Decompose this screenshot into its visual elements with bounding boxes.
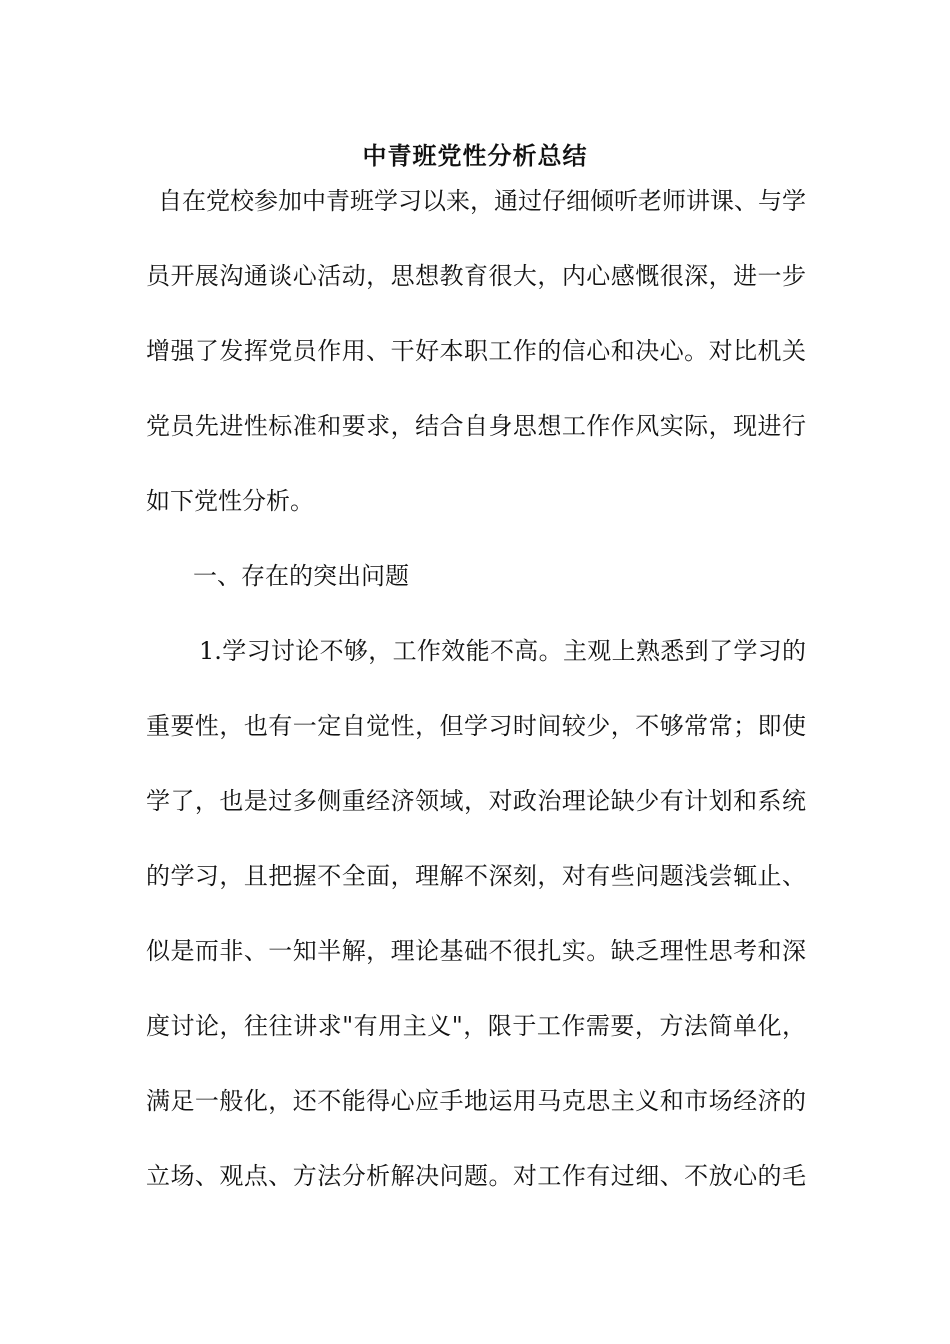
paragraph-line: 满足一般化，还不能得心应手地运用马克思主义和市场经济的: [146, 1087, 806, 1115]
paragraph-line: 度讨论，往往讲求"有用主义"，限于工作需要，方法简单化，: [146, 1012, 806, 1040]
paragraph-line: 似是而非、一知半解，理论基础不很扎实。缺乏理性思考和深: [146, 937, 806, 965]
section-heading: 一、存在的突出问题: [193, 562, 409, 590]
paragraph-line: 立场、观点、方法分析解决问题。对工作有过细、不放心的毛: [146, 1162, 806, 1190]
paragraph-line: 学了，也是过多侧重经济领域，对政治理论缺少有计划和系统: [146, 787, 806, 815]
paragraph-line: 增强了发挥党员作用、干好本职工作的信心和决心。对比机关: [146, 337, 806, 365]
paragraph-line: 员开展沟通谈心活动，思想教育很大，内心感慨很深，进一步: [146, 262, 806, 290]
paragraph-line: 1.学习讨论不够，工作效能不高。主观上熟悉到了学习的: [199, 637, 806, 665]
paragraph-line: 的学习，且把握不全面，理解不深刻，对有些问题浅尝辄止、: [146, 862, 806, 890]
paragraph-line: 如下党性分析。: [146, 487, 314, 515]
document-title: 中青班党性分析总结: [362, 141, 588, 170]
paragraph-line: 自在党校参加中青班学习以来，通过仔细倾听老师讲课、与学: [158, 187, 806, 215]
paragraph-line: 党员先进性标准和要求，结合自身思想工作作风实际，现进行: [146, 412, 806, 440]
paragraph-line: 重要性，也有一定自觉性，但学习时间较少，不够常常；即使: [146, 712, 806, 740]
